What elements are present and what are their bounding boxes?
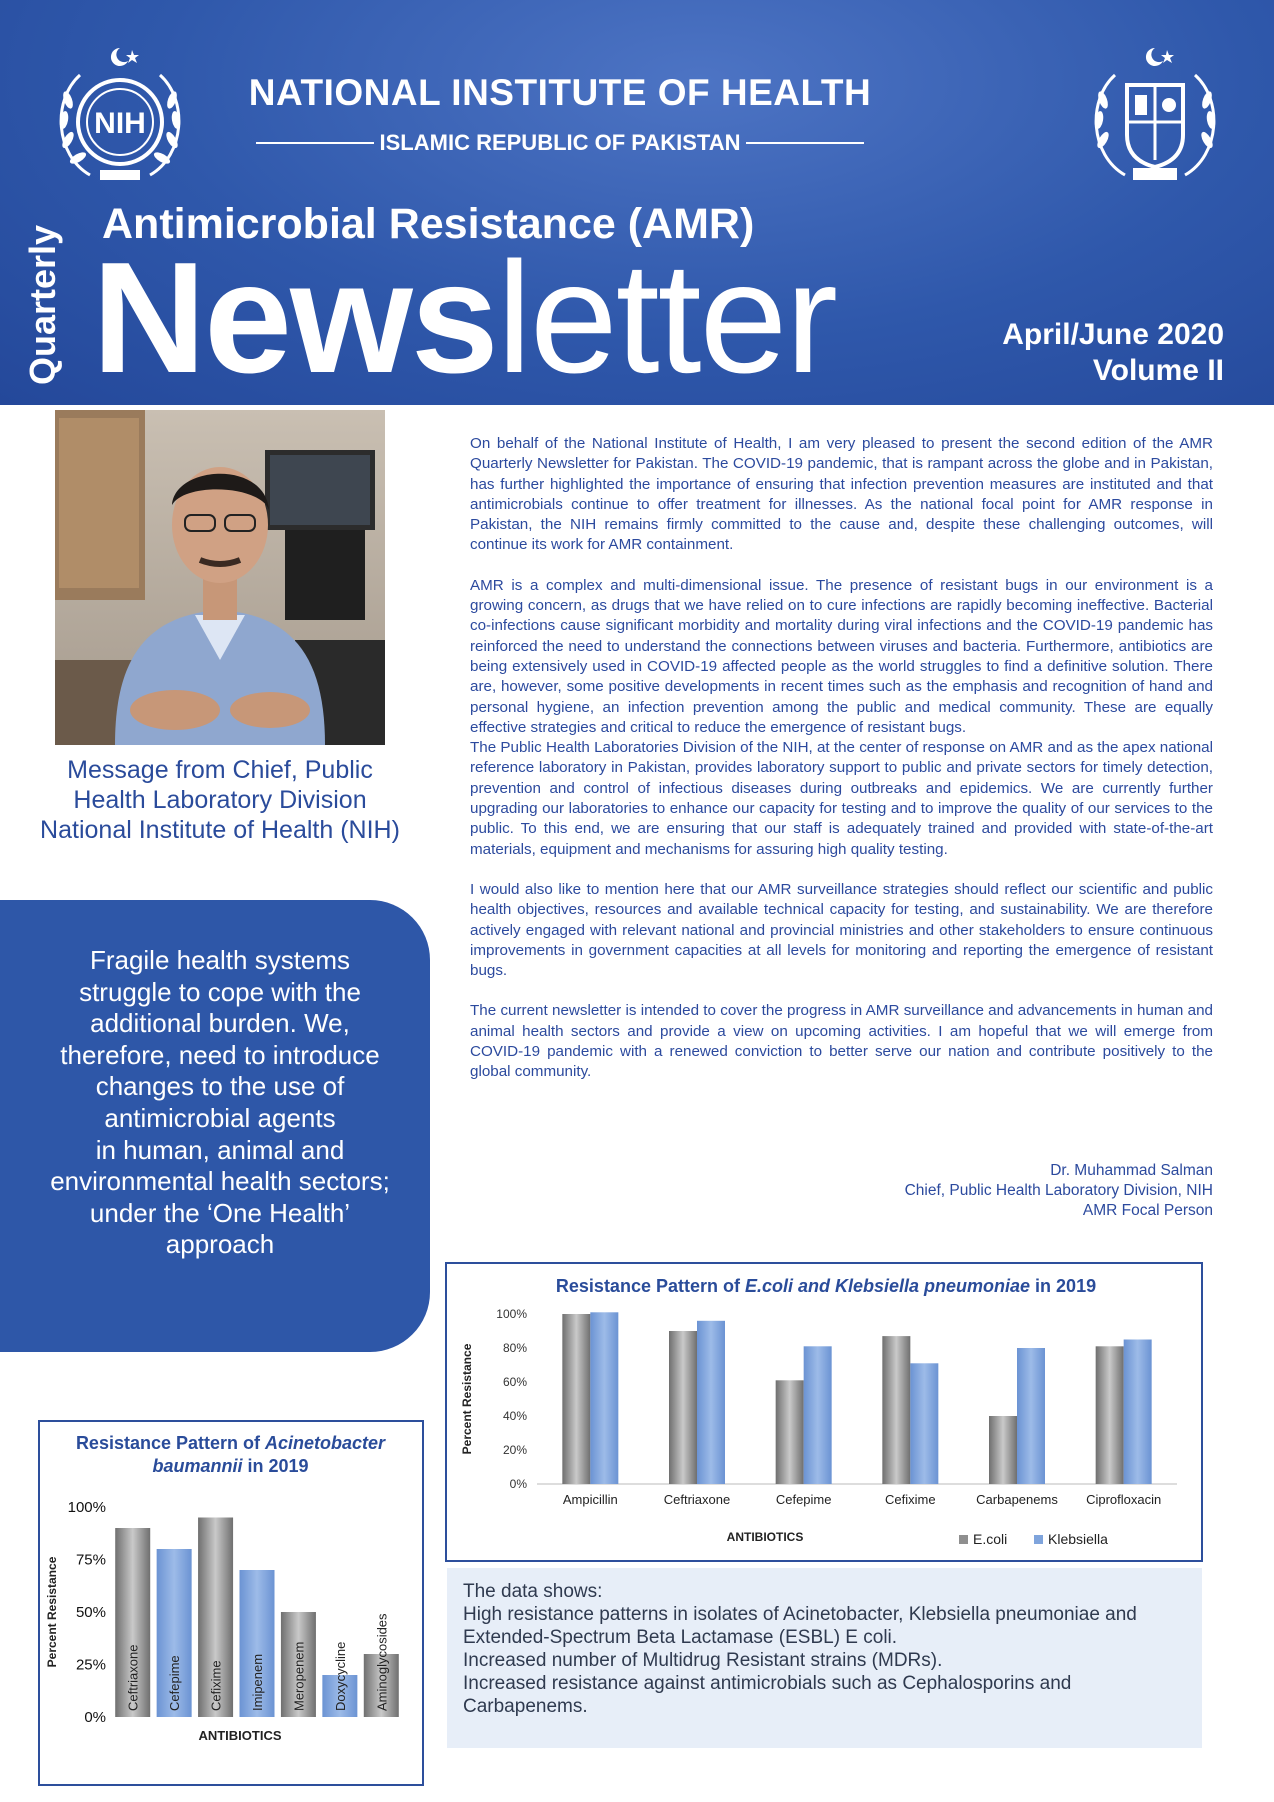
x-tick-label: Ceftriaxone [663,1492,731,1507]
bar-klebsiella [590,1312,618,1484]
y-tick-label: 20% [502,1443,527,1457]
title-light: letter [496,230,837,406]
body-paragraph: I would also like to mention here that our AMR surveillance strategies should reflect our scientific and public health objectives, resources and available technical capacity for testing, and sustainability. We are therefore actively engaged with relevant national and provincial ministries and other stakeholders to ensure continuous improvements in government capacities at all levels for monitoring and reporting the emergence of resistant bugs. [470,880,1213,980]
body-paragraph: The Public Health Laboratories Division of the NIH, at the center of response on AMR and as the apex national reference laboratory in Pakistan, provides laboratory support to public and private sectors for timely detection, prevention and control of infectious diseases during outbreaks and epidemics. We are currently further upgrading our laboratories to enhance our capacity for testing and to improve the quality of our services to the public. To this end, we are ensuring that our staff is adequately trained and provided with state-of-the-art materials, equipment and mechanisms for assuring high quality testing. [470,739,1213,858]
bar-klebsiella [1124,1340,1152,1485]
body-paragraph: On behalf of the National Institute of Health, I am very pleased to present the second edition of the AMR Quarterly Newsletter for Pakistan. The COVID-19 pandemic, that is rampant across the globe and in Pakistan, has further highlighted the importance of ensuring that infection prevention measures are instituted and that antimicrobials continue to offer treatment for illnesses. As the national focal point for AMR response in Pakistan, the NIH remains firmly committed to the cause and, despite these challenging outcomes, will continue its work for AMR containment. [470,435,1213,554]
issue-date: April/June 2020 [1002,318,1224,351]
data-summary-item: Increased number of Multidrug Resistant strains (MDRs). [463,1650,943,1671]
y-tick-label: 40% [502,1409,527,1423]
chart-plot [40,1422,421,1783]
svg-text:NIH: NIH [94,107,146,140]
y-tick-label: 75% [75,1551,106,1569]
y-tick-label: 25% [75,1656,106,1674]
divider [746,142,864,144]
data-summary-item: High resistance patterns in isolates of Acinetobacter, Klebsiella pneumoniae and Extended-Spectrum Beta Lactamase (ESBL) E coli. [463,1604,1137,1648]
bar-klebsiella [1017,1348,1045,1484]
legend-label: Klebsiella [1048,1531,1108,1547]
bar-klebsiella [804,1346,832,1484]
x-axis-label: ANTIBIOTICS [198,1728,282,1743]
y-tick-label: 60% [502,1375,527,1389]
bar-category-label: Meropenem [291,1641,307,1711]
pull-quote: Fragile health systems struggle to cope with the additional burden. We, therefore, need to introduce changes to the use of antimicrobial agents in human, animal and environmental health sectors; under the ‘One Health’ approach [50,945,390,1260]
ecoli-klebsiella-chart [445,1262,1203,1562]
bar-category-label: Aminoglycosides [374,1613,390,1711]
bar-category-label: Cefixime [208,1660,224,1711]
x-axis-label: ANTIBIOTICS [726,1530,804,1544]
y-axis-label: Percent Resistance [45,1556,59,1668]
chart-plot [447,1264,1200,1559]
amr-title: Antimicrobial Resistance (AMR) [102,200,755,248]
bar-category-label: Imipenem [250,1653,265,1711]
bar-ecoli [562,1314,590,1484]
issue-volume: Volume II [1092,354,1224,387]
org-country-line [250,130,870,156]
legend-swatch [1034,1535,1043,1544]
chart-title: Resistance Pattern of Acinetobacter baumannii in 2019 [75,1433,386,1476]
y-tick-label: 100% [67,1499,106,1516]
nih-logo [50,40,190,190]
bar-category-label: Cefepime [167,1655,183,1711]
y-tick-label: 100% [496,1307,527,1321]
y-tick-label: 0% [84,1709,106,1726]
signatory-name: Dr. Muhammad Salman [1050,1162,1213,1179]
signatory-title: Chief, Public Health Laboratory Division, NIH [904,1182,1213,1199]
data-summary [463,1580,1193,1718]
data-summary-item: Increased resistance against antimicrobials such as Cephalosporins and Carbapenems. [463,1673,1072,1717]
body-paragraph: The current newsletter is intended to cover the progress in AMR surveillance and advancements in human and animal health sectors and provide a view on upcoming activities. I am hopeful that we will emerge from COVID-19 pandemic with a renewed conviction to better serve our nation and contribute positively to the global community. [470,1002,1213,1081]
photo-caption: Message from Chief, Public Health Laboratory Division National Institute of Health (NIH) [40,756,400,844]
bar-ecoli [989,1416,1017,1484]
x-tick-label: Cefixime [885,1492,936,1507]
x-tick-label: Cefepime [775,1492,832,1507]
divider [256,142,374,144]
x-tick-label: Carbapenems [976,1492,1058,1507]
bar-category-label: Doxycycline [332,1641,348,1711]
bar-ecoli [1096,1346,1124,1484]
bar-ecoli [669,1331,697,1484]
legend-swatch [959,1535,968,1544]
signature-block [800,1161,1213,1221]
y-axis-label: Percent Resistance [460,1343,474,1455]
body-paragraph: AMR is a complex and multi-dimensional issue. The presence of resistant bugs in our environment is a growing concern, as drugs that we have relied on to cure infections are rapidly becoming ineffective. Bacterial co-infections cause significant morbidity and mortality during viral infections and the COVID-19 pandemic has reinforced the need to understand the connections between viruses and bacteria. Furthermore, antibiotics are being extensively used in COVID-19 affected people as the world struggles to find a definitive solution. There are, however, some positive developments in recent times such as the emphasis and recognition of hand and personal hygiene, an infection prevention among the public and medical community. These are equally effective strategies and critical to reduce the emergence of resistant bugs. [470,576,1213,736]
x-tick-label: Ciprofloxacin [1086,1492,1162,1507]
chief-photo [55,410,385,745]
bar-category-label: Ceftriaxone [125,1644,141,1711]
y-tick-label: 0% [509,1477,527,1491]
title-bold: News [92,230,497,406]
x-tick-label: Ampicillin [562,1492,618,1507]
series-label: Quarterly [22,224,63,385]
bar-ecoli [882,1336,910,1484]
bar-ecoli [776,1380,804,1484]
chart-title: Resistance Pattern of E.coli and Klebsiella pneumoniae in 2019 [555,1276,1097,1296]
org-country: ISLAMIC REPUBLIC OF PAKISTAN [379,130,741,155]
legend-label: E.coli [973,1531,1008,1547]
bar-klebsiella [697,1321,725,1484]
data-summary-heading: The data shows: [463,1581,603,1602]
message-body [470,434,1213,1083]
pakistan-emblem [1085,40,1225,190]
y-tick-label: 50% [75,1604,106,1621]
bar-klebsiella [910,1363,938,1484]
acinetobacter-chart [38,1420,424,1786]
signatory-role: AMR Focal Person [1082,1202,1213,1219]
org-name: NATIONAL INSTITUTE OF HEALTH [248,72,872,113]
y-tick-label: 80% [502,1341,527,1355]
newsletter-title [92,230,837,406]
